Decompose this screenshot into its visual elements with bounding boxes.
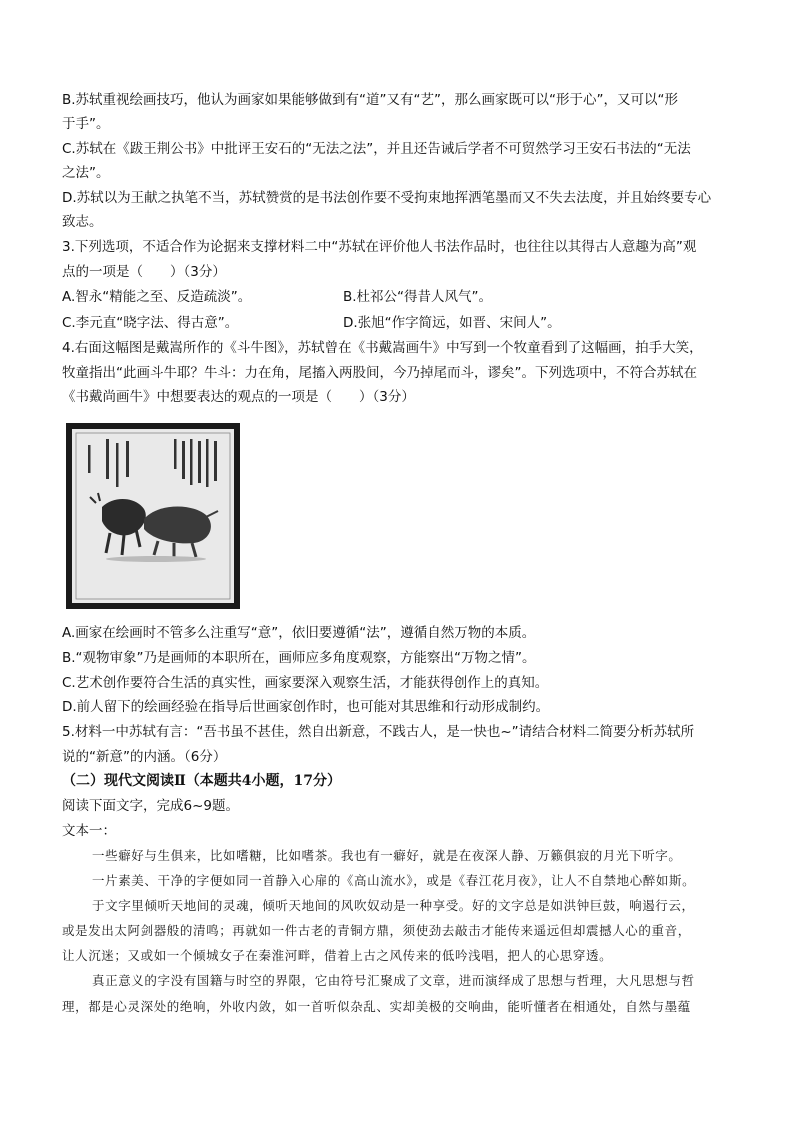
- q4-stem-line2: 牧童指出“此画斗牛耶？牛斗：力在角，尾搐入两股间，今乃掉尾而斗，谬矣”。下列选项中，不符合苏轼在: [62, 365, 697, 381]
- section-instruction: 阅读下面文字，完成6~9题。: [62, 798, 239, 814]
- q2-option-c-line2: 之法”。: [62, 165, 110, 181]
- q3-option-a: A.智永“精能之至、反造疏淡”。: [62, 289, 252, 305]
- q2-option-c-line1: C.苏轼在《跋王荆公书》中批评王安石的“无法之法”，并且还告诫后学者不可贸然学习王安石书法的“无法: [62, 141, 691, 157]
- q3-option-c: C.李元直“晓字法、得古意”。: [62, 315, 239, 331]
- q2-option-b-line2: 于手”。: [62, 116, 110, 132]
- q2-option-d-line1: D.苏轼以为王献之执笔不当，苏轼赞赏的是书法创作要不受拘束地挥洒笔墨而又不失去法度，并且始终要专心: [62, 190, 712, 206]
- q4-option-c: C.艺术创作要符合生活的真实性，画家要深入观察生活，才能获得创作上的真知。: [62, 675, 549, 691]
- q3-stem-line1: 3.下列选项，不适合作为论据来支撑材料二中“苏轼在评价他人书法作品时，也往往以其得古人意趣为高”观: [62, 239, 697, 255]
- q3-option-b: B.杜祁公“得昔人风气”。: [343, 289, 493, 305]
- passage-paragraph-4-line2: 理，都是心灵深处的绝响，外收内敛，如一首听似杂乱、实却美极的交响曲，能听懂者在相通处，自然与墨蕴: [62, 999, 691, 1014]
- q5-stem-line1: 5.材料一中苏轼有言：“吾书虽不甚佳，然自出新意，不践古人，是一快也~”请结合材料二简要分析苏轼所: [62, 724, 695, 740]
- passage-paragraph-3-line1: 于文字里倾听天地间的灵魂，倾听天地间的风吹奴动是一种享受。好的文字总是如洪钟巨鼓，响遏行云，: [92, 898, 695, 913]
- passage-paragraph-3-line3: 让人沉迷；又或如一个倾城女子在秦淮河畔，借着上古之风传来的低吟浅唱，把人的心思穿透。: [62, 948, 613, 963]
- q5-stem-line2: 说的“新意”的内涵。（6分）: [62, 749, 227, 765]
- fighting-bulls-painting: [66, 423, 240, 609]
- passage-paragraph-1: 一些癖好与生俱来，比如嗜糖，比如嗜茶。我也有一癖好，就是在夜深人静、万籁俱寂的月光下听字。: [92, 848, 682, 863]
- q3-stem-line2: 点的一项是（ ）（3分）: [62, 264, 226, 280]
- text-one-label: 文本一：: [62, 823, 116, 839]
- q4-stem-line3: 《书戴尚画牛》中想要表达的观点的一项是（ ）（3分）: [62, 389, 415, 405]
- q4-option-b: B.“观物审象”乃是画师的本职所在，画师应多角度观察，方能察出“万物之情”。: [62, 650, 536, 666]
- passage-paragraph-3-line2: 或是发出太阿剑器般的清鸣；再就如一件古老的青铜方鼎，须使劲去敲击才能传来遥远但却震撼人心的重音，: [62, 923, 691, 938]
- passage-paragraph-4-line1: 真正意义的字没有国籍与时空的界限，它由符号汇聚成了文章，进而演绎成了思想与哲理，大凡思想与哲: [92, 973, 695, 988]
- q2-option-b-line1: B.苏轼重视绘画技巧，他认为画家如果能够做到有“道”又有“艺”，那么画家既可以“形于心”，又可以“形: [62, 92, 679, 108]
- q2-option-d-line2: 致志。: [62, 214, 103, 230]
- q4-stem-line1: 4.右面这幅图是戴嵩所作的《斗牛图》，苏轼曾在《书戴嵩画牛》中写到一个牧童看到了这幅画，拍手大笑，: [62, 340, 703, 356]
- q4-option-a: A.画家在绘画时不管多么注重写“意”，依旧要遵循“法”，遵循自然万物的本质。: [62, 625, 536, 641]
- q4-option-d: D.前人留下的绘画经验在指导后世画家创作时，也可能对其思维和行动形成制约。: [62, 699, 550, 715]
- passage-paragraph-2: 一片素美、干净的字便如同一首静入心扉的《高山流水》，或是《春江花月夜》，让人不自禁地心醉如斯。: [92, 873, 696, 888]
- q3-option-d: D.张旭“作字简远，如晋、宋间人”。: [343, 315, 561, 331]
- section-heading: （二）现代文阅读Ⅱ（本题共4小题，17分）: [62, 773, 342, 789]
